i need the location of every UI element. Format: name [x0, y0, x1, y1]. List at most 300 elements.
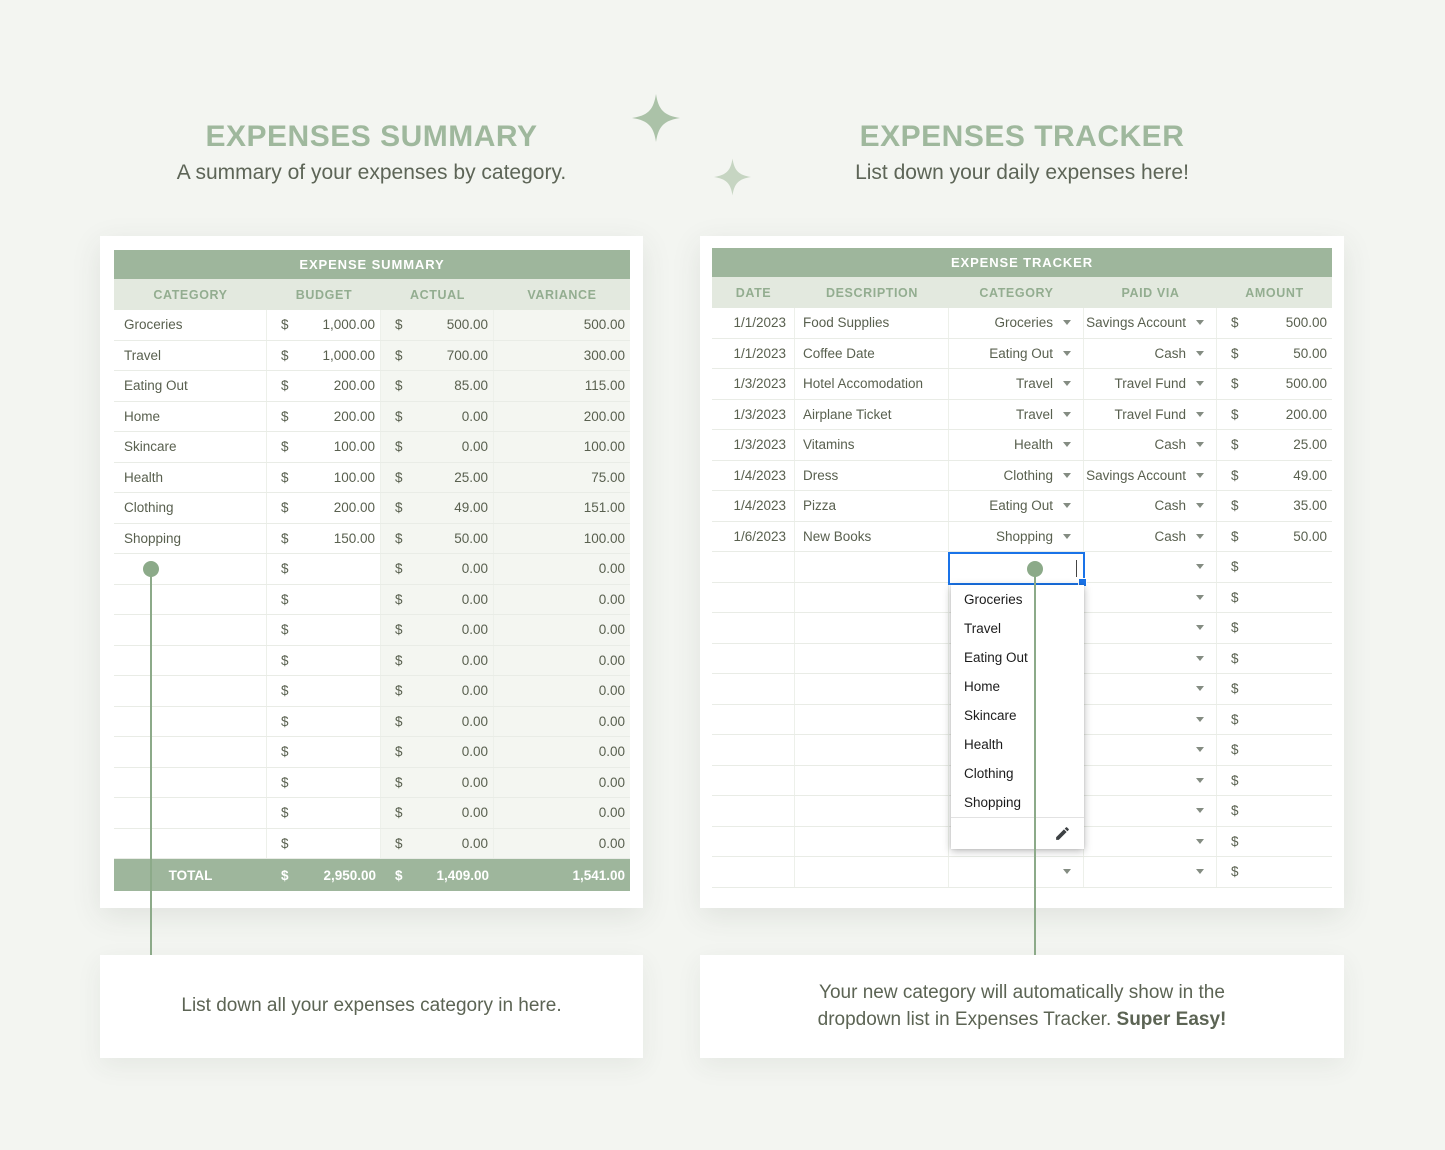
cell-budget[interactable] — [267, 371, 381, 401]
cell-variance[interactable] — [494, 371, 630, 401]
cell-amount[interactable] — [1217, 705, 1332, 735]
column-header-description: DESCRIPTION — [825, 285, 919, 300]
cell-description[interactable]: Food Supplies — [795, 308, 949, 338]
cell-date[interactable] — [712, 857, 795, 887]
cell-date[interactable]: 1/3/2023 — [712, 369, 795, 399]
cell-variance[interactable] — [494, 402, 630, 432]
currency-symbol: $ — [281, 652, 289, 668]
cell-value: Savings Account — [1086, 315, 1186, 331]
cell-value: 700.00 — [446, 347, 488, 363]
cell-value: 500.00 — [446, 317, 488, 333]
cell-value: 0.00 — [598, 805, 625, 821]
cell-category-dropdown[interactable] — [949, 430, 1084, 460]
cell-value: Shopping — [995, 528, 1053, 544]
cell-date[interactable]: 1/1/2023 — [712, 339, 795, 369]
cell-value: Travel — [1015, 376, 1053, 392]
cell-date[interactable]: 1/3/2023 — [712, 430, 795, 460]
currency-symbol: $ — [395, 713, 403, 729]
cell-category[interactable] — [114, 646, 267, 676]
cell-budget[interactable] — [267, 402, 381, 432]
cell-category-dropdown[interactable] — [949, 461, 1084, 491]
dropdown-option-travel[interactable]: Travel — [964, 621, 1002, 636]
cell-value: 0.00 — [461, 805, 488, 821]
table-row — [712, 522, 1332, 553]
cell-category[interactable] — [114, 707, 267, 737]
cell-budget[interactable] — [267, 524, 381, 554]
cell-value: 500.00 — [583, 317, 625, 333]
cell-description[interactable] — [795, 735, 949, 765]
cell-actual[interactable] — [381, 829, 494, 859]
cell-budget[interactable] — [267, 585, 381, 615]
chevron-down-icon[interactable] — [1063, 442, 1071, 447]
cell-budget[interactable] — [267, 310, 381, 340]
cell-category-dropdown[interactable] — [949, 857, 1084, 887]
currency-symbol: $ — [281, 408, 289, 424]
cell-budget[interactable] — [267, 615, 381, 645]
cell-paid-via-dropdown[interactable] — [1084, 369, 1217, 399]
currency-symbol: $ — [395, 408, 403, 424]
cell-budget[interactable] — [267, 737, 381, 767]
cell-actual[interactable] — [381, 554, 494, 584]
cell-amount[interactable] — [1217, 735, 1332, 765]
cell-category-dropdown[interactable] — [949, 400, 1084, 430]
currency-symbol: $ — [1231, 315, 1239, 331]
table-row — [712, 430, 1332, 461]
currency-symbol: $ — [1231, 650, 1239, 666]
cell-value: 200.00 — [1285, 406, 1327, 422]
cell-amount[interactable] — [1217, 796, 1332, 826]
cell-amount[interactable] — [1217, 857, 1332, 887]
currency-symbol: $ — [281, 317, 289, 333]
cell-date[interactable] — [712, 735, 795, 765]
cell-actual[interactable] — [381, 798, 494, 828]
column-header-budget: BUDGET — [295, 287, 353, 302]
currency-symbol: $ — [1231, 864, 1239, 880]
cell-variance[interactable] — [494, 829, 630, 859]
cell-description[interactable] — [795, 644, 949, 674]
cell-category[interactable]: Clothing — [114, 493, 267, 523]
chevron-down-icon[interactable] — [1196, 625, 1204, 630]
cell-description[interactable]: Airplane Ticket — [795, 400, 949, 430]
cell-variance[interactable] — [494, 707, 630, 737]
cell-actual[interactable] — [381, 737, 494, 767]
cell-date[interactable] — [712, 705, 795, 735]
cell-value: 85.00 — [454, 378, 488, 394]
chevron-down-icon[interactable] — [1063, 503, 1071, 508]
cell-budget[interactable] — [267, 554, 381, 584]
currency-symbol: $ — [281, 805, 289, 821]
cell-paid-via-dropdown[interactable] — [1084, 339, 1217, 369]
cell-value: 0.00 — [598, 744, 625, 760]
chevron-down-icon[interactable] — [1063, 351, 1071, 356]
cell-date[interactable] — [712, 552, 795, 582]
cell-paid-via-dropdown[interactable] — [1084, 491, 1217, 521]
cell-category[interactable] — [114, 585, 267, 615]
cell-description[interactable]: Dress — [795, 461, 949, 491]
cell-budget[interactable] — [267, 646, 381, 676]
cell-category[interactable]: Travel — [114, 341, 267, 371]
currency-symbol: $ — [1231, 559, 1239, 575]
category-dropdown-menu — [951, 585, 1084, 849]
cell-amount[interactable] — [1217, 400, 1332, 430]
table-row — [712, 461, 1332, 492]
cell-actual[interactable] — [381, 707, 494, 737]
chevron-down-icon[interactable] — [1196, 778, 1204, 783]
cell-budget[interactable] — [267, 341, 381, 371]
chevron-down-icon[interactable] — [1196, 564, 1204, 569]
currency-symbol: $ — [281, 469, 289, 485]
cell-value: 0.00 — [461, 744, 488, 760]
cell-date[interactable] — [712, 583, 795, 613]
chevron-down-icon[interactable] — [1196, 320, 1204, 325]
dropdown-option-skincare[interactable]: Skincare — [964, 708, 1017, 723]
currency-symbol: $ — [1231, 772, 1239, 788]
cell-actual[interactable] — [381, 310, 494, 340]
cell-date[interactable] — [712, 766, 795, 796]
cell-date[interactable]: 1/6/2023 — [712, 522, 795, 552]
currency-symbol: $ — [281, 347, 289, 363]
cell-category-dropdown[interactable] — [949, 491, 1084, 521]
cell-description[interactable]: Hotel Accomodation — [795, 369, 949, 399]
chevron-down-icon[interactable] — [1196, 351, 1204, 356]
cell-actual[interactable] — [381, 524, 494, 554]
expense-tracker-table — [712, 248, 1332, 888]
cell-category[interactable]: Groceries — [114, 310, 267, 340]
currency-symbol: $ — [395, 652, 403, 668]
cell-description[interactable] — [795, 766, 949, 796]
total-budget[interactable] — [267, 859, 381, 891]
cell-date[interactable] — [712, 644, 795, 674]
cell-value: 50.00 — [1293, 345, 1327, 361]
cell-value: Cash — [1154, 498, 1186, 514]
cell-value: Travel Fund — [1114, 406, 1186, 422]
cell-paid-via-dropdown[interactable] — [1084, 674, 1217, 704]
cell-budget[interactable] — [267, 463, 381, 493]
cell-paid-via-dropdown[interactable] — [1084, 766, 1217, 796]
cell-value: 0.00 — [461, 439, 488, 455]
chevron-down-icon[interactable] — [1063, 381, 1071, 386]
cell-actual[interactable] — [381, 432, 494, 462]
cell-value: 0.00 — [461, 713, 488, 729]
cell-amount[interactable] — [1217, 339, 1332, 369]
table-row — [114, 768, 630, 799]
currency-symbol: $ — [1231, 803, 1239, 819]
currency-symbol: $ — [395, 774, 403, 790]
currency-symbol: $ — [395, 530, 403, 546]
cell-category[interactable]: Home — [114, 402, 267, 432]
chevron-down-icon[interactable] — [1196, 534, 1204, 539]
cell-value: Cash — [1154, 345, 1186, 361]
cell-amount[interactable] — [1217, 430, 1332, 460]
cell-value: Groceries — [994, 315, 1053, 331]
cell-variance[interactable] — [494, 493, 630, 523]
cell-actual[interactable] — [381, 768, 494, 798]
currency-symbol: $ — [395, 347, 403, 363]
cell-value: 49.00 — [1293, 467, 1327, 483]
cell-date[interactable] — [712, 613, 795, 643]
cell-category[interactable] — [114, 829, 267, 859]
cell-value: 49.00 — [454, 500, 488, 516]
currency-symbol: $ — [281, 744, 289, 760]
cell-actual[interactable] — [381, 676, 494, 706]
cell-amount[interactable] — [1217, 766, 1332, 796]
chevron-down-icon[interactable] — [1063, 412, 1071, 417]
cell-value: 50.00 — [1293, 528, 1327, 544]
table-row — [712, 308, 1332, 339]
chevron-down-icon[interactable] — [1196, 839, 1204, 844]
chevron-down-icon[interactable] — [1196, 595, 1204, 600]
cell-budget[interactable] — [267, 707, 381, 737]
cell-value: 0.00 — [598, 652, 625, 668]
chevron-down-icon[interactable] — [1063, 320, 1071, 325]
total-actual[interactable] — [381, 859, 494, 891]
cell-budget[interactable] — [267, 676, 381, 706]
currency-symbol: $ — [1231, 437, 1239, 453]
tracker-caption: Your new category will automatically show in the dropdown list in Expenses Tracker. Super Easy! — [817, 981, 1227, 1030]
table-row — [114, 646, 630, 677]
table-row — [114, 615, 630, 646]
dropdown-option-home[interactable]: Home — [964, 679, 1001, 694]
cell-category[interactable] — [114, 615, 267, 645]
cell-date[interactable] — [712, 674, 795, 704]
chevron-down-icon[interactable] — [1196, 381, 1204, 386]
cell-value: 25.00 — [454, 469, 488, 485]
cell-value: Health — [1013, 437, 1053, 453]
cell-paid-via-dropdown[interactable] — [1084, 583, 1217, 613]
chevron-down-icon[interactable] — [1063, 534, 1071, 539]
cell-paid-via-dropdown[interactable] — [1084, 552, 1217, 582]
total-variance — [494, 859, 630, 891]
cell-variance[interactable] — [494, 341, 630, 371]
table-row — [114, 463, 630, 494]
cell-variance[interactable] — [494, 554, 630, 584]
expense-summary-rows — [114, 310, 630, 859]
annotation-dot — [143, 561, 159, 577]
cell-value: 0.00 — [461, 408, 488, 424]
currency-symbol: $ — [1231, 589, 1239, 605]
cell-value: 35.00 — [1293, 498, 1327, 514]
cell-variance[interactable] — [494, 676, 630, 706]
currency-symbol: $ — [395, 591, 403, 607]
cell-category[interactable] — [114, 676, 267, 706]
cell-date[interactable] — [712, 796, 795, 826]
cell-value: 0.00 — [598, 835, 625, 851]
cell-amount[interactable] — [1217, 491, 1332, 521]
dropdown-option-health[interactable]: Health — [964, 737, 1004, 752]
column-header-paid-via: PAID VIA — [1121, 285, 1180, 300]
cell-category-dropdown[interactable] — [949, 308, 1084, 338]
cell-budget[interactable] — [267, 829, 381, 859]
table-row — [114, 737, 630, 768]
chevron-down-icon[interactable] — [1196, 442, 1204, 447]
cell-date[interactable]: 1/4/2023 — [712, 461, 795, 491]
cell-variance[interactable] — [494, 524, 630, 554]
dropdown-option-groceries[interactable]: Groceries — [964, 592, 1023, 607]
selected-category-cell[interactable] — [948, 552, 1085, 585]
cell-description[interactable] — [795, 552, 949, 582]
table-row — [114, 554, 630, 585]
currency-symbol: $ — [1231, 742, 1239, 758]
cell-amount[interactable] — [1217, 308, 1332, 338]
chevron-down-icon[interactable] — [1196, 656, 1204, 661]
cell-description[interactable] — [795, 583, 949, 613]
cell-budget[interactable] — [267, 493, 381, 523]
cell-amount[interactable] — [1217, 583, 1332, 613]
chevron-down-icon[interactable] — [1196, 473, 1204, 478]
cell-description[interactable]: Coffee Date — [795, 339, 949, 369]
cell-variance[interactable] — [494, 432, 630, 462]
cell-actual[interactable] — [381, 463, 494, 493]
cell-amount[interactable] — [1217, 827, 1332, 857]
cell-value: 0.00 — [598, 774, 625, 790]
cell-actual[interactable] — [381, 341, 494, 371]
cell-budget[interactable] — [267, 432, 381, 462]
cell-paid-via-dropdown[interactable] — [1084, 430, 1217, 460]
table-row — [114, 371, 630, 402]
cell-amount[interactable] — [1217, 522, 1332, 552]
tracker-title: EXPENSES TRACKER — [859, 120, 1185, 153]
cell-amount[interactable] — [1217, 369, 1332, 399]
cell-category[interactable] — [114, 554, 267, 584]
cell-value: Eating Out — [989, 498, 1053, 514]
table-row — [114, 585, 630, 616]
cell-category-dropdown[interactable] — [949, 369, 1084, 399]
tracker-caption-card — [700, 955, 1344, 1058]
cell-description[interactable]: New Books — [795, 522, 949, 552]
cell-paid-via-dropdown[interactable] — [1084, 705, 1217, 735]
cell-paid-via-dropdown[interactable] — [1084, 308, 1217, 338]
currency-symbol: $ — [1231, 681, 1239, 697]
cell-category[interactable]: Health — [114, 463, 267, 493]
cell-category[interactable] — [114, 798, 267, 828]
cell-value: 1,000.00 — [322, 317, 375, 333]
cell-category[interactable]: Skincare — [114, 432, 267, 462]
currency-symbol: $ — [395, 683, 403, 699]
cell-date[interactable] — [712, 827, 795, 857]
cell-category[interactable] — [114, 768, 267, 798]
cell-description[interactable] — [795, 613, 949, 643]
cell-description[interactable]: Vitamins — [795, 430, 949, 460]
chevron-down-icon[interactable] — [1196, 686, 1204, 691]
dropdown-option-clothing[interactable]: Clothing — [964, 766, 1014, 781]
cell-description[interactable]: Pizza — [795, 491, 949, 521]
cell-variance[interactable] — [494, 463, 630, 493]
cell-actual[interactable] — [381, 646, 494, 676]
dropdown-option-eating-out[interactable]: Eating Out — [964, 650, 1028, 665]
cell-paid-via-dropdown[interactable] — [1084, 857, 1217, 887]
expense-summary-table — [114, 250, 630, 891]
cell-variance[interactable] — [494, 585, 630, 615]
chevron-down-icon[interactable] — [1196, 747, 1204, 752]
cell-budget[interactable] — [267, 798, 381, 828]
cell-value: 0.00 — [461, 652, 488, 668]
chevron-down-icon[interactable] — [1063, 473, 1071, 478]
currency-symbol: $ — [281, 683, 289, 699]
cell-paid-via-dropdown[interactable] — [1084, 522, 1217, 552]
cell-variance[interactable] — [494, 310, 630, 340]
cell-actual[interactable] — [381, 615, 494, 645]
cell-amount[interactable] — [1217, 461, 1332, 491]
dropdown-option-shopping[interactable]: Shopping — [964, 795, 1022, 810]
cell-category-dropdown[interactable] — [949, 522, 1084, 552]
cell-actual[interactable] — [381, 371, 494, 401]
cell-variance[interactable] — [494, 615, 630, 645]
currency-symbol: $ — [395, 744, 403, 760]
cell-description[interactable] — [795, 705, 949, 735]
cell-value: 200.00 — [333, 378, 375, 394]
cell-value: Cash — [1154, 437, 1186, 453]
currency-symbol: $ — [395, 439, 403, 455]
cell-description[interactable] — [795, 796, 949, 826]
currency-symbol: $ — [281, 530, 289, 546]
cell-paid-via-dropdown[interactable] — [1084, 400, 1217, 430]
cell-amount[interactable] — [1217, 674, 1332, 704]
cell-category[interactable]: Eating Out — [114, 371, 267, 401]
cell-budget[interactable] — [267, 768, 381, 798]
cell-value: 0.00 — [598, 622, 625, 638]
chevron-down-icon[interactable] — [1196, 869, 1204, 874]
cell-variance[interactable] — [494, 646, 630, 676]
currency-symbol: $ — [281, 774, 289, 790]
column-header-date: DATE — [735, 285, 772, 300]
cell-actual[interactable] — [381, 585, 494, 615]
summary-section-header — [100, 120, 643, 185]
cell-value: 100.00 — [333, 469, 375, 485]
chevron-down-icon[interactable] — [1196, 412, 1204, 417]
cell-variance[interactable] — [494, 768, 630, 798]
cell-description[interactable] — [795, 674, 949, 704]
chevron-down-icon[interactable] — [1196, 717, 1204, 722]
cell-date[interactable]: 1/3/2023 — [712, 400, 795, 430]
chevron-down-icon[interactable] — [1196, 503, 1204, 508]
cell-paid-via-dropdown[interactable] — [1084, 827, 1217, 857]
pencil-icon[interactable] — [1054, 825, 1071, 842]
cell-description[interactable] — [795, 827, 949, 857]
cell-date[interactable]: 1/1/2023 — [712, 308, 795, 338]
currency-symbol: $ — [1231, 620, 1239, 636]
cell-actual[interactable] — [381, 402, 494, 432]
cell-value: 0.00 — [461, 683, 488, 699]
table-row — [114, 829, 630, 860]
cell-variance[interactable] — [494, 798, 630, 828]
cell-amount[interactable] — [1217, 552, 1332, 582]
cell-category[interactable]: Shopping — [114, 524, 267, 554]
cell-paid-via-dropdown[interactable] — [1084, 461, 1217, 491]
cell-variance[interactable] — [494, 737, 630, 767]
cell-actual[interactable] — [381, 493, 494, 523]
currency-symbol: $ — [1231, 711, 1239, 727]
cell-value: 100.00 — [333, 439, 375, 455]
cell-paid-via-dropdown[interactable] — [1084, 613, 1217, 643]
cell-paid-via-dropdown[interactable] — [1084, 735, 1217, 765]
dropdown-edit-row — [951, 817, 1084, 849]
currency-symbol: $ — [395, 805, 403, 821]
chevron-down-icon[interactable] — [1063, 869, 1071, 874]
cell-value: 200.00 — [583, 408, 625, 424]
cell-category[interactable] — [114, 737, 267, 767]
cell-amount[interactable] — [1217, 613, 1332, 643]
cell-paid-via-dropdown[interactable] — [1084, 796, 1217, 826]
cell-value: 1,409.00 — [436, 867, 489, 883]
table-row — [114, 676, 630, 707]
cell-description[interactable] — [795, 857, 949, 887]
cell-paid-via-dropdown[interactable] — [1084, 644, 1217, 674]
cell-date[interactable]: 1/4/2023 — [712, 491, 795, 521]
chevron-down-icon[interactable] — [1196, 808, 1204, 813]
table-row — [114, 707, 630, 738]
cell-amount[interactable] — [1217, 644, 1332, 674]
cell-category-dropdown[interactable] — [949, 339, 1084, 369]
